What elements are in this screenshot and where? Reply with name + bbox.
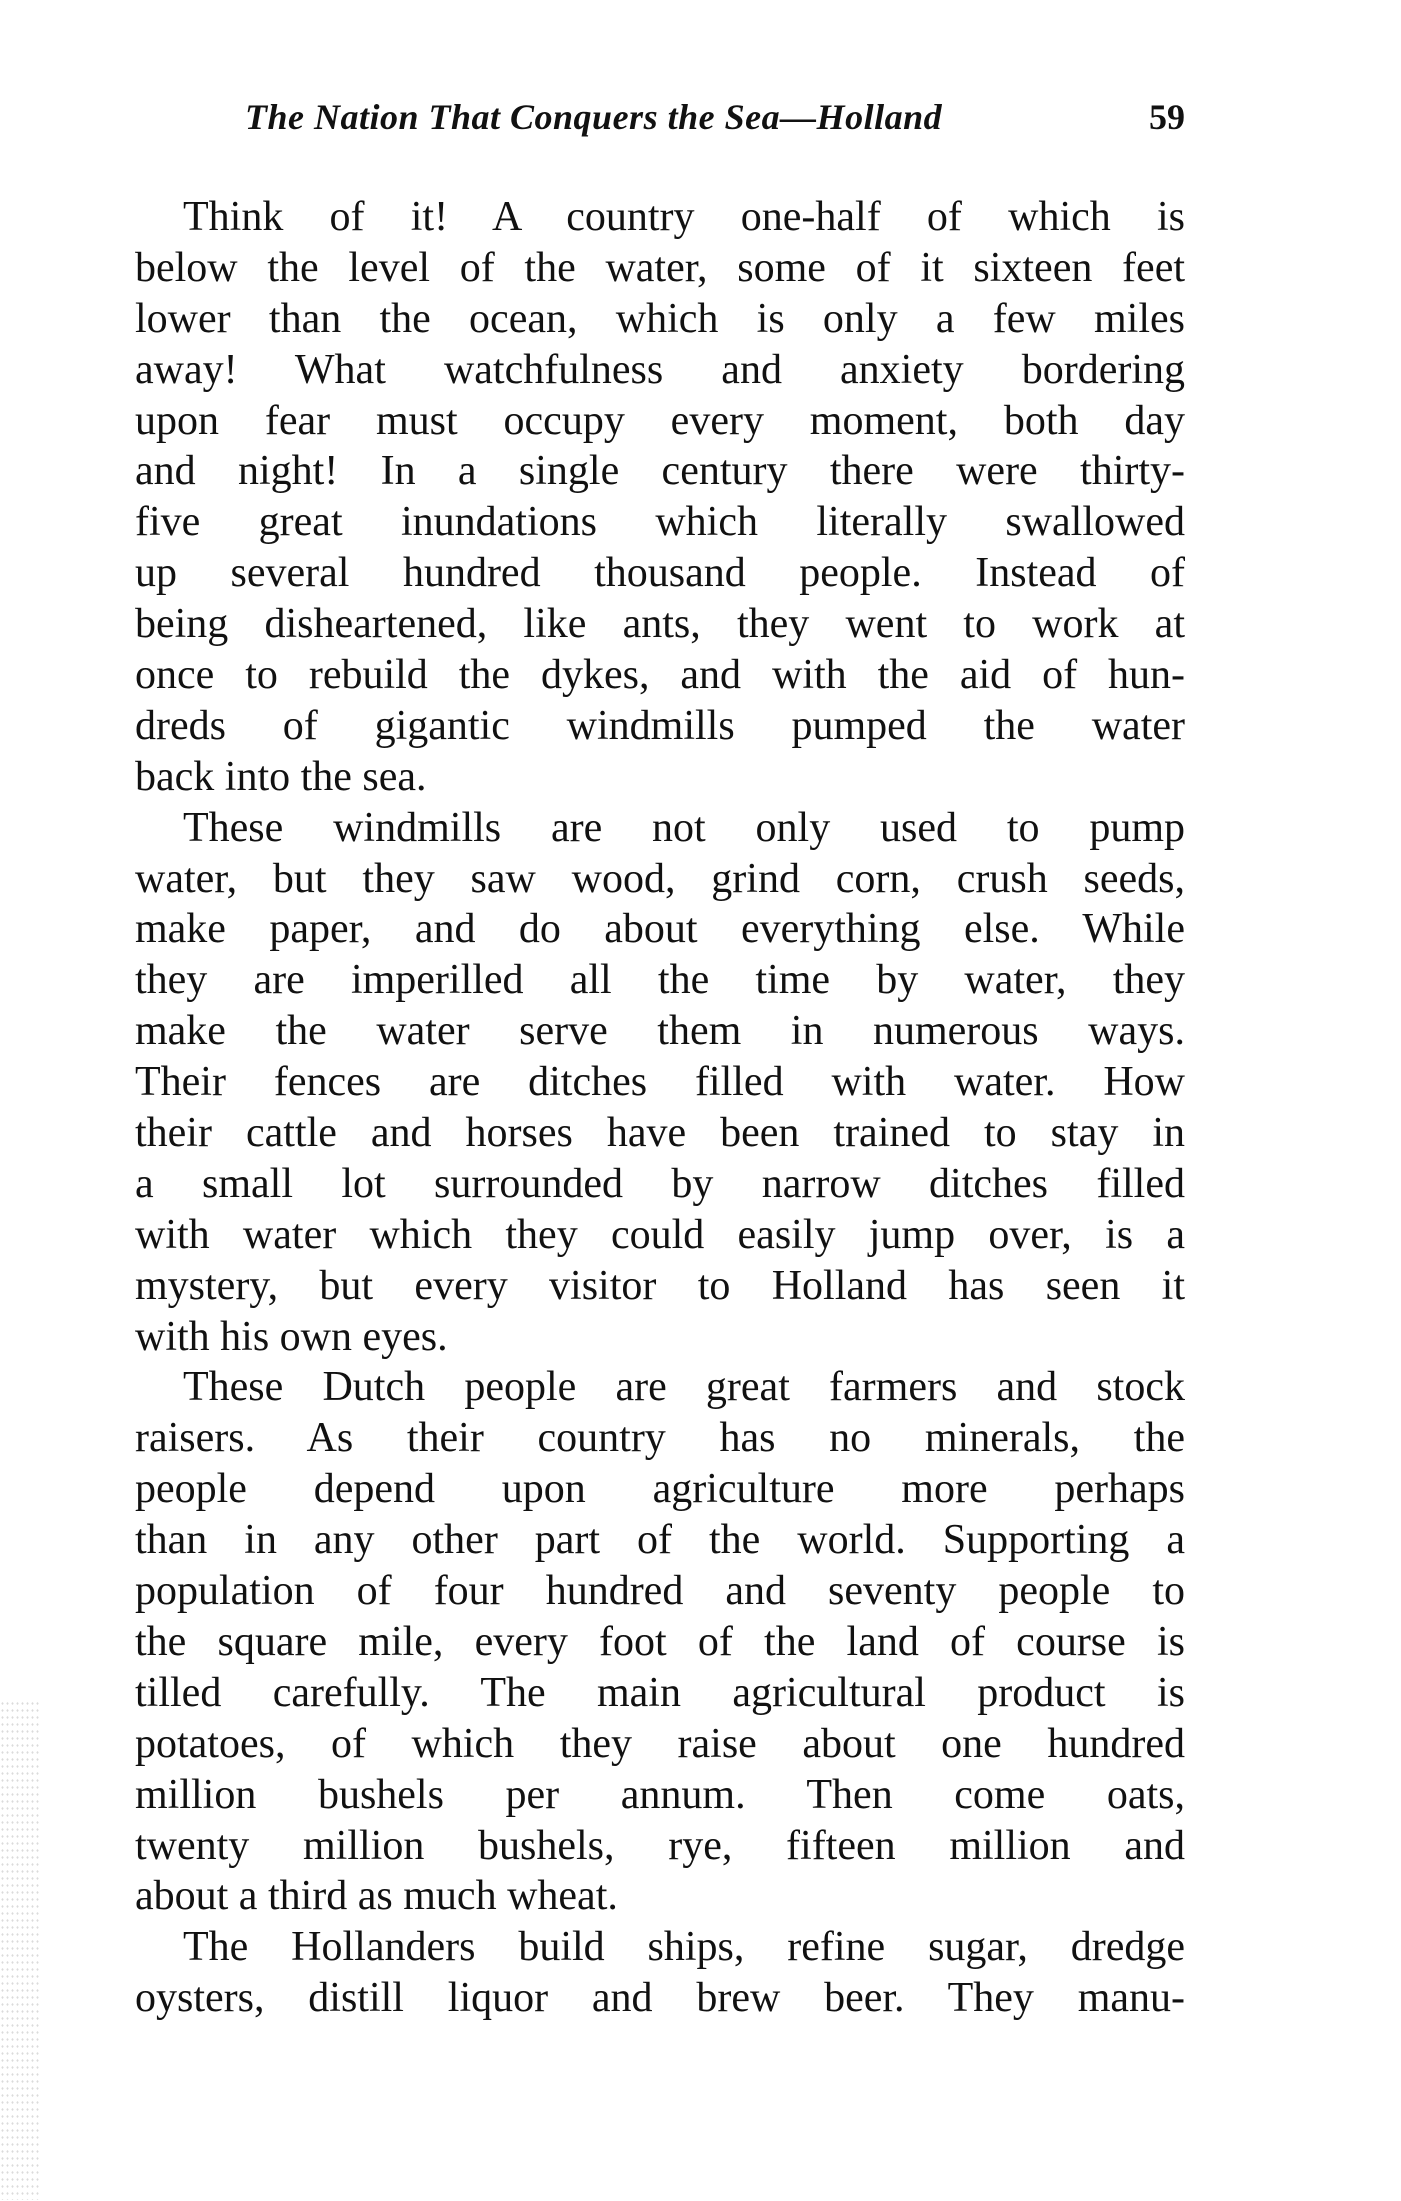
text-line: Their fences are ditches filled with water. How (135, 1059, 1185, 1106)
text-line: make the water serve them in numerous ways. (135, 1008, 1185, 1055)
text-line: The Hollanders build ships, refine sugar, dredge (183, 1924, 1185, 1971)
text-line: away! What watchfulness and anxiety bordering (135, 346, 1185, 393)
paragraph (135, 1922, 1185, 2024)
text-line: with his own eyes. (135, 1313, 448, 1360)
scan-margin-speckle (0, 1700, 40, 2200)
text-line: back into the sea. (135, 753, 427, 800)
text-line: lower than the ocean, which is only a few miles (135, 295, 1185, 342)
text-line: a small lot surrounded by narrow ditches filled (135, 1160, 1185, 1207)
text-line: water, but they saw wood, grind corn, crush seeds, (135, 855, 1185, 902)
text-line: raisers. As their country has no minerals, the (135, 1415, 1185, 1462)
paragraph (135, 192, 1185, 803)
text-line: tilled carefully. The main agricultural product is (135, 1669, 1185, 1716)
text-line: below the level of the water, some of it sixteen feet (135, 244, 1185, 291)
text-line: dreds of gigantic windmills pumped the water (135, 702, 1185, 749)
text-line: five great inundations which literally swallowed (135, 499, 1185, 546)
text-line: million bushels per annum. Then come oats, (135, 1771, 1185, 1818)
text-line: up several hundred thousand people. Instead of (135, 550, 1185, 597)
text-line: These windmills are not only used to pump (183, 804, 1185, 851)
text-line: people depend upon agriculture more perhaps (135, 1466, 1185, 1513)
text-line: Think of it! A country one-half of which is (183, 194, 1185, 240)
body-text (135, 192, 1185, 2024)
running-title: The Nation That Conquers the Sea—Holland (245, 97, 943, 137)
page-number: 59 (1149, 97, 1185, 137)
page-header (245, 96, 1185, 156)
text-line: once to rebuild the dykes, and with the aid of hun- (135, 652, 1185, 699)
text-line: population of four hundred and seventy people to (135, 1568, 1185, 1615)
paragraph (135, 1362, 1185, 1922)
text-line: potatoes, of which they raise about one hundred (135, 1720, 1185, 1767)
text-line: their cattle and horses have been trained to stay in (135, 1110, 1185, 1157)
text-line: mystery, but every visitor to Holland has seen it (135, 1262, 1185, 1309)
text-line: make paper, and do about everything else. While (135, 906, 1185, 953)
text-line: with water which they could easily jump over, is a (135, 1211, 1185, 1258)
text-line: the square mile, every foot of the land of course is (135, 1618, 1185, 1665)
text-line: and night! In a single century there were thirty- (135, 448, 1185, 495)
text-line: they are imperilled all the time by water, they (135, 957, 1185, 1004)
text-line: than in any other part of the world. Supporting a (135, 1517, 1185, 1564)
paragraph (135, 803, 1185, 1363)
text-line: These Dutch people are great farmers and stock (183, 1364, 1185, 1411)
text-line: upon fear must occupy every moment, both day (135, 397, 1185, 444)
text-line: being disheartened, like ants, they went to work at (135, 601, 1185, 648)
text-line: oysters, distill liquor and brew beer. They manu- (135, 1975, 1185, 2022)
text-line: twenty million bushels, rye, fifteen million and (135, 1822, 1185, 1869)
text-line: about a third as much wheat. (135, 1873, 618, 1920)
